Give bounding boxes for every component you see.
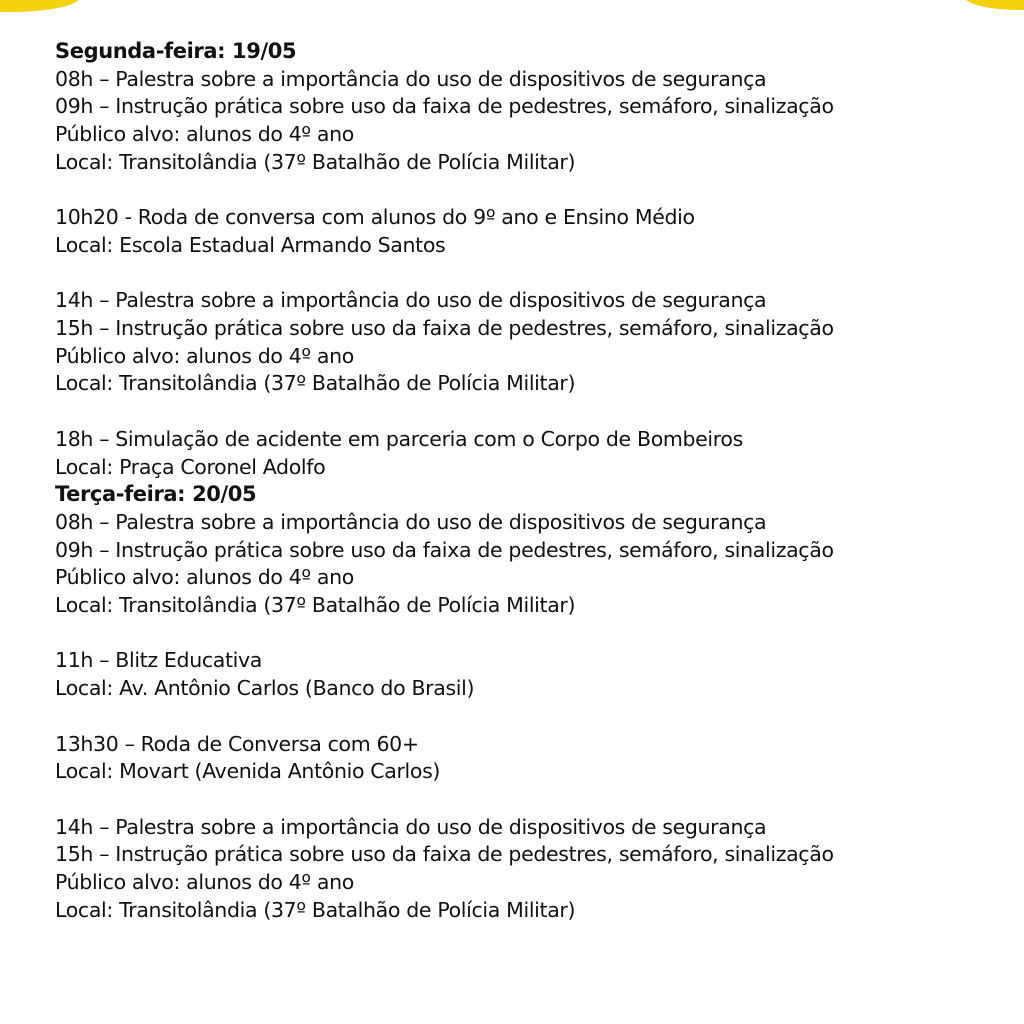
- event-line: 09h – Instrução prática sobre uso da faixa de pedestres, semáforo, sinalização: [55, 94, 834, 119]
- event-line: 11h – Blitz Educativa: [55, 648, 262, 673]
- event-line: Público alvo: alunos do 4º ano: [55, 565, 354, 590]
- event-block: [55, 509, 1005, 620]
- event-line: 08h – Palestra sobre a importância do uso de dispositivos de segurança: [55, 509, 767, 534]
- event-block: [55, 66, 1005, 177]
- event-line: 15h – Instrução prática sobre uso da faixa de pedestres, semáforo, sinalização: [55, 842, 834, 867]
- event-line: 14h – Palestra sobre a importância do uso de dispositivos de segurança: [55, 814, 767, 839]
- event-block: [55, 814, 1005, 925]
- day-title: Segunda-feira: 19/05: [55, 39, 297, 63]
- event-line: Local: Transitolândia (37º Batalhão de Polícia Militar): [55, 149, 576, 174]
- event-block: [55, 204, 1005, 259]
- event-line: Local: Praça Coronel Adolfo: [55, 454, 326, 479]
- event-line: 18h – Simulação de acidente em parceria com o Corpo de Bombeiros: [55, 426, 743, 451]
- event-line: 10h20 - Roda de conversa com alunos do 9º ano e Ensino Médio: [55, 205, 695, 230]
- event-line: Local: Transitolândia (37º Batalhão de Polícia Militar): [55, 371, 576, 396]
- event-line: 08h – Palestra sobre a importância do uso de dispositivos de segurança: [55, 66, 767, 91]
- event-block: [55, 287, 1005, 398]
- event-schedule: [55, 38, 1005, 924]
- event-block: [55, 426, 1005, 481]
- day-title: Terça-feira: 20/05: [55, 482, 257, 507]
- event-line: 14h – Palestra sobre a importância do uso de dispositivos de segurança: [55, 288, 767, 313]
- event-line: Local: Av. Antônio Carlos (Banco do Brasil): [55, 676, 475, 701]
- event-line: 13h30 – Roda de Conversa com 60+: [55, 731, 419, 756]
- event-line: Local: Transitolândia (37º Batalhão de Polícia Militar): [55, 593, 576, 618]
- event-line: Local: Transitolândia (37º Batalhão de Polícia Militar): [55, 897, 576, 922]
- event-line: Público alvo: alunos do 4º ano: [55, 343, 354, 368]
- event-line: Local: Movart (Avenida Antônio Carlos): [55, 759, 441, 784]
- day-section: [55, 38, 1005, 481]
- event-block: [55, 731, 1005, 786]
- event-line: Público alvo: alunos do 4º ano: [55, 870, 354, 894]
- event-line: 09h – Instrução prática sobre uso da faixa de pedestres, semáforo, sinalização: [55, 537, 834, 562]
- event-line: Local: Escola Estadual Armando Santos: [55, 232, 446, 257]
- yellow-corner-decoration-right: [964, 0, 1024, 10]
- day-section: [55, 481, 1005, 924]
- event-block: [55, 647, 1005, 702]
- event-line: Público alvo: alunos do 4º ano: [55, 122, 354, 147]
- event-line: 15h – Instrução prática sobre uso da faixa de pedestres, semáforo, sinalização: [55, 316, 834, 340]
- yellow-corner-decoration-left: [0, 0, 80, 12]
